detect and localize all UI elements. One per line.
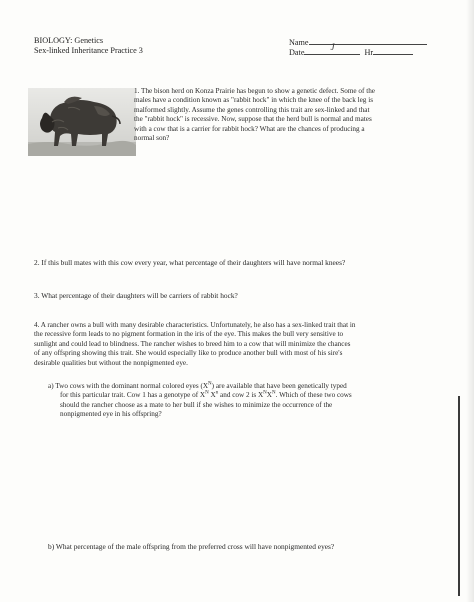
worksheet-title: Sex-linked Inheritance Practice 3	[34, 46, 143, 55]
question-2: 2. If this bull mates with this cow every year, what percentage of their daughters will have normal knees?	[34, 258, 346, 267]
question-4-line: of any offspring showing this trait. She would especially like to produce another bull with most of his sire's	[34, 349, 343, 358]
date-handwriting: J	[330, 42, 335, 52]
question-4a-line: should the rancher choose as a mate to her bull if she wishes to minimize the occurrence of the	[60, 400, 333, 409]
question-4-line: the recessive form leads to no pigment formation in the iris of the eye. This makes the bull very sensitive to	[34, 330, 344, 339]
question-1-line: malformed slightly. Assume the genes controlling this trait are sex-linked and that	[134, 105, 370, 114]
question-1-line: 1. The bison herd on Konza Prairie has begun to show a genetic defect. Some of the	[134, 87, 375, 95]
question-4a-line: a) Two cows with the dominant normal colored eyes $(X^N)$ are available that have been genetically typed	[48, 381, 347, 390]
question-4-line: 4. A rancher owns a bull with many desirable characteristics. Unfortunately, he also has a sex-linked trait that in	[34, 321, 356, 329]
name-label: Name	[289, 38, 309, 47]
question-1-line: with a cow that is a carrier for rabbit hock? What are the chances of producing a	[134, 124, 365, 133]
scan-margin-line	[458, 396, 460, 596]
question-1-line: males have a condition known as "rabbit hock" in which the knee of the back leg is	[134, 96, 373, 105]
question-4-line: sunlight and could lead to blindness. The rancher wishes to breed him to a cow that will minimize the chances	[34, 339, 351, 348]
hr-label: Hr	[364, 48, 374, 57]
date-label: Date	[289, 48, 305, 57]
question-4	[34, 321, 454, 368]
name-line	[309, 36, 427, 45]
date-line	[304, 42, 360, 55]
question-4-line: desirable qualities but without the nonpigmented eye.	[34, 358, 188, 367]
bison-image	[28, 88, 136, 156]
question-4a	[48, 382, 448, 420]
question-3: 3. What percentage of their daughters will be carriers of rabbit hock?	[34, 291, 238, 300]
hr-line	[373, 46, 413, 55]
scan-edge-shadow	[466, 0, 474, 602]
question-4b: b) What percentage of the male offspring from the preferred cross will have nonpigmented eyes?	[48, 542, 335, 551]
question-4a-line: for this particular trait. Cow 1 has a genotype of $X^N$ $X^n$ and cow 2 is $X^NX^N$. Which of these two cows	[60, 391, 352, 400]
worksheet-subject: BIOLOGY: Genetics	[34, 36, 104, 45]
question-1	[134, 87, 444, 143]
question-1-line: normal son?	[134, 134, 170, 143]
question-1-line: the "rabbit hock" is recessive. Now, suppose that the herd bull is normal and mates	[134, 115, 372, 124]
question-4a-line: nonpigmented eye in his offspring?	[60, 410, 162, 419]
